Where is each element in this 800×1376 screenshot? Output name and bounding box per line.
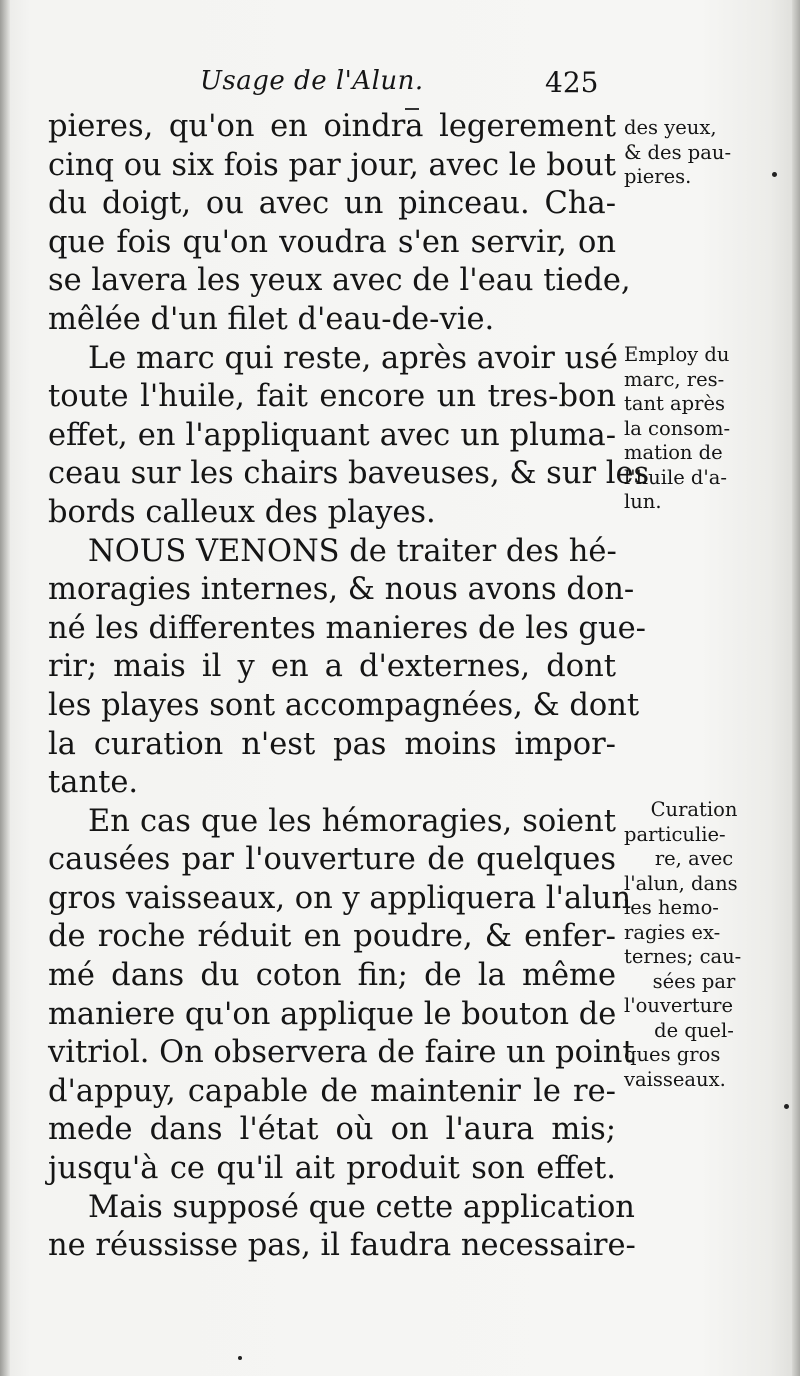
text-line: de roche réduit en poudre, & enfer- [48, 919, 616, 955]
text-line: né les differentes manieres de les gue- [48, 610, 646, 646]
text-line: gros vaisseaux, on y appliquera l'alun [48, 880, 632, 916]
text-line: ne réussisse pas, il faudra necessaire- [48, 1228, 636, 1264]
margin-note-line: mation de [624, 441, 723, 464]
margin-note-line: sées par [652, 969, 736, 993]
margin-note-line: ragies ex- [624, 920, 721, 944]
ink-speck [238, 1356, 242, 1360]
text-line: ceau sur les chairs baveuses, & sur les [48, 456, 650, 492]
ink-speck [784, 1104, 789, 1109]
margin-note-line: la consom- [624, 416, 731, 440]
margin-note-line: l'alun, dans [624, 871, 738, 895]
margin-note-line: les hemo- [624, 896, 719, 919]
margin-note-line: marc, res- [624, 367, 725, 391]
margin-note-eyes [624, 116, 792, 190]
margin-note-marc [624, 343, 792, 515]
margin-note-line: re, avec [654, 847, 734, 870]
page-number: 425 [545, 66, 599, 99]
text-line: effet, en l'appliquant avec un pluma- [48, 417, 616, 453]
text-line: du doigt, ou avec un pinceau. Cha- [48, 186, 616, 222]
margin-note-line: particulie- [624, 822, 726, 846]
margin-note-line: de quel- [654, 1018, 734, 1042]
text-line: Mais supposé que cette application [88, 1189, 635, 1225]
text-line: mede dans l'état où on l'aura mis; [48, 1112, 616, 1148]
text-line: maniere qu'on applique le bouton de [48, 996, 617, 1032]
main-text-column [48, 108, 650, 1266]
margin-note-line: l'huile d'a- [624, 465, 727, 489]
margin-note-line: lun. [624, 490, 662, 513]
text-line: toute l'huile, fait encore un tres-bon [48, 379, 616, 415]
text-line: cinq ou six fois par jour, avec le bout [48, 147, 617, 183]
margin-note-line: ques gros [624, 1043, 721, 1066]
text-line: En cas que les hémoragies, soient [88, 803, 616, 839]
margin-note-line: vaisseaux. [624, 1067, 726, 1091]
text-line: mêlée d'un filet d'eau-de-vie. [48, 301, 495, 337]
text-line: causées par l'ouverture de quelques [48, 842, 616, 878]
margin-note-line: ternes; cau- [624, 945, 742, 968]
margin-note-line: Curation [650, 798, 738, 821]
running-title: Usage de l'Alun. [200, 66, 424, 96]
margin-note-line: tant après [624, 392, 726, 415]
page-edge-shadow [792, 0, 800, 1376]
text-line: que fois qu'on voudra s'en servir, on [48, 224, 616, 260]
margin-note-line: pieres. [624, 165, 692, 188]
text-line: mé dans du coton fin; de la même [48, 958, 616, 994]
text-line: les playes sont accompagnées, & dont [48, 687, 640, 723]
text-line: NOUS VENONS de traiter des hé- [88, 533, 617, 569]
text-line: vitriol. On observera de faire un point [48, 1035, 635, 1071]
margin-note-line: Employ du [624, 343, 730, 366]
margin-note-line: des yeux, [624, 116, 717, 139]
text-line: la curation n'est pas moins impor- [48, 726, 616, 762]
text-line: jusqu'à ce qu'il ait produit son effet. [48, 1151, 616, 1187]
text-line: Le marc qui reste, après avoir usé [88, 340, 618, 376]
text-line: bords calleux des playes. [48, 494, 436, 530]
margin-note-curation [624, 798, 792, 1092]
text-line: d'appuy, capable de maintenir le re- [48, 1073, 616, 1109]
page-header [200, 66, 620, 106]
ink-speck [772, 172, 777, 177]
text-line: tante. [48, 765, 139, 801]
text-line: moragies internes, & nous avons don- [48, 572, 635, 608]
page-gutter-shadow [0, 0, 10, 1376]
text-line: pieres, qu'on en oindra legerement [48, 109, 616, 144]
margin-note-line: l'ouverture [624, 994, 734, 1017]
margin-note-line: & des pau- [624, 140, 732, 164]
text-line: se lavera les yeux avec de l'eau tiede, [48, 263, 631, 299]
text-line: rir; mais il y en a d'externes, dont [48, 649, 616, 685]
